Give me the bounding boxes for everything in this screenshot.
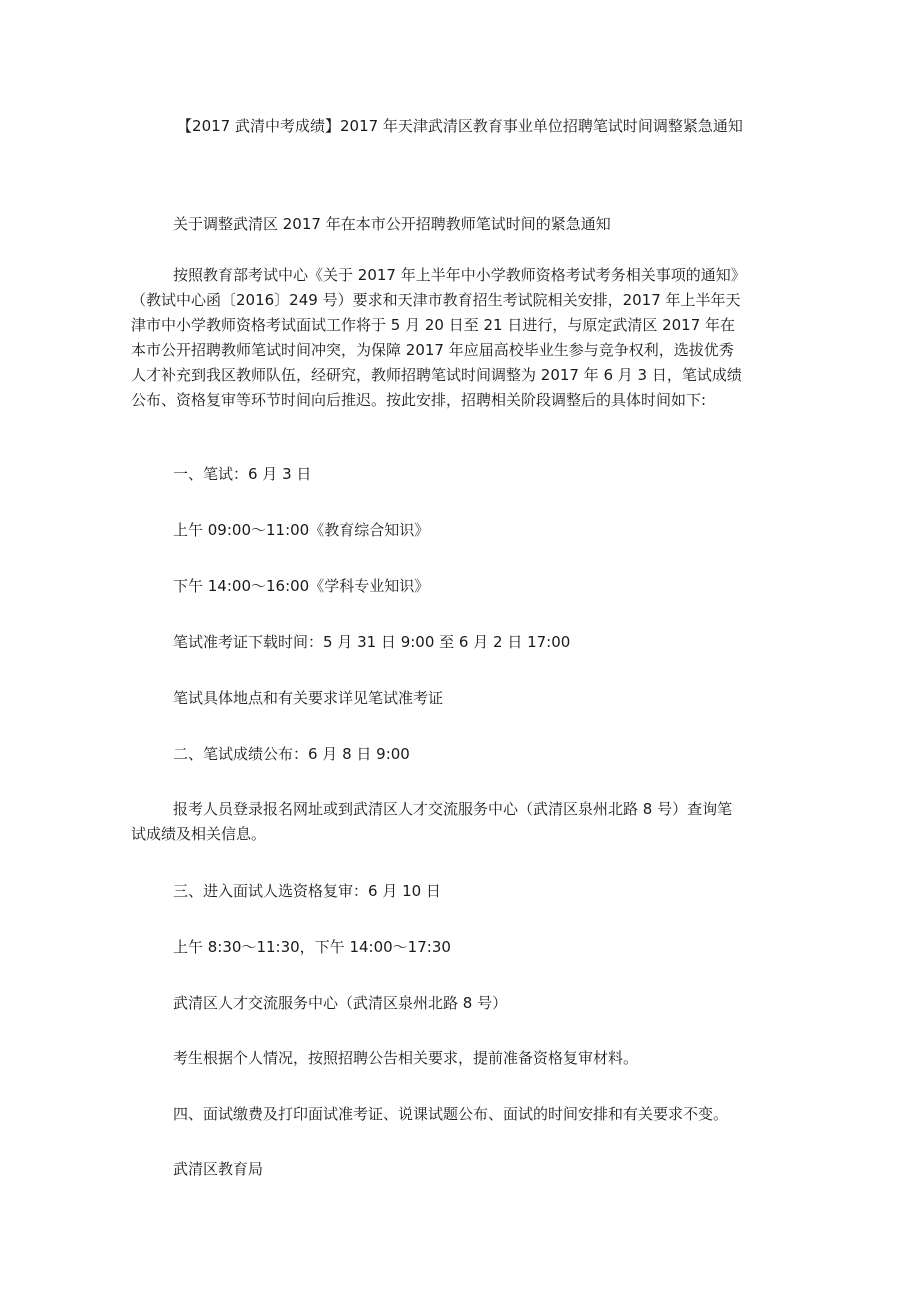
signature: 武清区教育局: [173, 1160, 264, 1178]
section2-heading: 二、笔试成绩公布：6 月 8 日 9:00: [173, 745, 410, 763]
section1-download: 笔试准考证下载时间：5 月 31 日 9:00 至 6 月 2 日 17:00: [173, 633, 571, 651]
section1-heading: 一、笔试：6 月 3 日: [173, 465, 312, 483]
intro-line: 津市中小学教师资格考试面试工作将于 5 月 20 日至 21 日进行，与原定武清区 2017 年在: [131, 316, 736, 334]
section3-note: 考生根据个人情况，按照招聘公告相关要求，提前准备资格复审材料。: [173, 1049, 639, 1067]
section2-detail-line: 试成绩及相关信息。: [131, 825, 267, 843]
section3-place: 武清区人才交流服务中心（武清区泉州北路 8 号）: [173, 994, 508, 1012]
intro-line: 本市公开招聘教师笔试时间冲突，为保障 2017 年应届高校毕业生参与竞争权利，选拔优秀: [131, 341, 734, 359]
intro-paragraph: [131, 263, 791, 413]
document-title: 【2017 武清中考成绩】2017 年天津武清区教育事业单位招聘笔试时间调整紧急通知: [177, 117, 743, 135]
intro-line: 公布、资格复审等环节时间向后推迟。按此安排，招聘相关阶段调整后的具体时间如下:: [131, 391, 707, 409]
section1-location: 笔试具体地点和有关要求详见笔试准考证: [173, 689, 444, 707]
section4-heading: 四、面试缴费及打印面试准考证、说课试题公布、面试的时间安排和有关要求不变。: [173, 1105, 729, 1123]
section2-detail-line: 报考人员登录报名网址或到武清区人才交流服务中心（武清区泉州北路 8 号）查询笔: [173, 800, 733, 818]
section3-time: 上午 8:30～11:30，下午 14:00～17:30: [173, 938, 451, 956]
section2-detail: [131, 797, 791, 847]
section1-morning: 上午 09:00～11:00《教育综合知识》: [173, 521, 430, 539]
section3-heading: 三、进入面试人选资格复审：6 月 10 日: [173, 882, 441, 900]
notice-heading: 关于调整武清区 2017 年在本市公开招聘教师笔试时间的紧急通知: [173, 215, 611, 233]
intro-line: 人才补充到我区教师队伍，经研究，教师招聘笔试时间调整为 2017 年 6 月 3 日，笔试成绩: [131, 366, 742, 384]
intro-line: 按照教育部考试中心《关于 2017 年上半年中小学教师资格考试考务相关事项的通知》: [173, 266, 746, 284]
intro-line: （教试中心函〔2016〕249 号）要求和天津市教育招生考试院相关安排，2017 年上半年天: [131, 291, 741, 309]
section1-afternoon: 下午 14:00～16:00《学科专业知识》: [173, 577, 430, 595]
